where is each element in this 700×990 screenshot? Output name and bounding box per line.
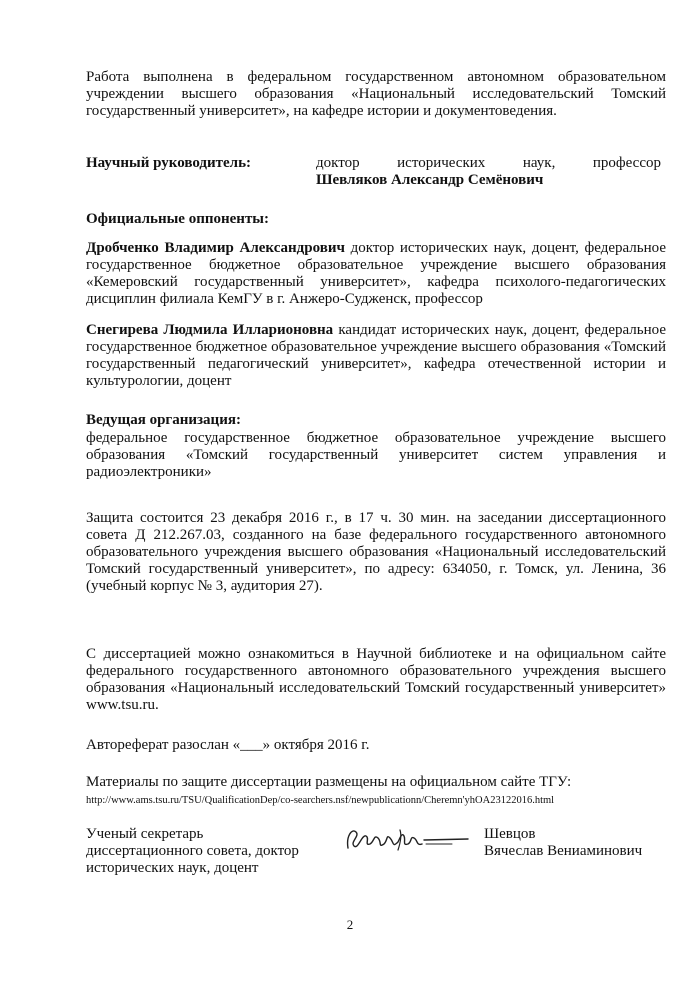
- secretary-title-line: Ученый секретарь: [86, 826, 204, 842]
- opponent-2-details: кандидат исторических наук, доцент, федеральное государственное бюджетное образовательное учреждение высшего образования «Томский государственный педагогический университет», кафедра отечественной истории и культурологии, доцент: [86, 322, 666, 389]
- defense-paragraph: Защита состоится 23 декабря 2016 г., в 17 ч. 30 мин. на заседании диссертационного совета Д 212.267.03, созданного на базе федерального государственного автономного образовательного учреждения высшего образования «Национальный исследовательский Томский государственный университет», по адресу: 634050, г. Томск, ул. Ленина, 36 (учебный корпус № 3, аудитория 27).: [86, 510, 666, 594]
- opponent-2-name: Снегирева Людмила Илларионовна: [86, 322, 334, 338]
- secretary-title: [86, 826, 326, 877]
- supervisor-label: Научный руководитель:: [86, 155, 251, 171]
- handwritten-signature: [340, 822, 470, 854]
- sent-date: Автореферат разослан «___» октября 2016 г.: [86, 737, 370, 753]
- opponents-heading: Официальные оппоненты:: [86, 211, 270, 227]
- secretary-name: [484, 826, 642, 860]
- supervisor-name: Шевляков Александр Семёнович: [316, 172, 544, 188]
- secretary-surname: Шевцов: [484, 826, 536, 842]
- page-number: 2: [346, 917, 354, 932]
- secretary-title-line: исторических наук, доцент: [86, 860, 259, 876]
- opponent-1: [86, 240, 666, 308]
- secretary-title-line: диссертационного совета, доктор: [86, 843, 299, 859]
- leading-org-heading: Ведущая организация:: [86, 412, 241, 428]
- opponent-2: [86, 322, 666, 390]
- library-paragraph: С диссертацией можно ознакомиться в Научной библиотеке и на официальном сайте федерального государственного автономного образовательного учреждения высшего образования «Национальный исследовательский Томский государственный университет» www.tsu.ru.: [86, 646, 666, 713]
- opponent-1-details: доктор исторических наук, доцент, федеральное государственное бюджетное образовательное учреждение высшего образования «Кемеровский государственный университет», кафедра психолого-педагогических дисциплин филиала КемГУ в г. Анжеро-Судженск, профессор: [86, 240, 666, 307]
- leading-org-text: федеральное государственное бюджетное образовательное учреждение высшего образования «Томский государственный университет систем управления и радиоэлектроники»: [86, 430, 666, 480]
- materials-line: Материалы по защите диссертации размещены на официальном сайте ТГУ:: [86, 774, 572, 790]
- supervisor-degree: доктор исторических наук, профессор: [316, 155, 661, 171]
- intro-paragraph: Работа выполнена в федеральном государственном автономном образовательном учреждении высшего образования «Национальный исследовательский Томский государственный университет», на кафедре истории и документоведения.: [86, 69, 666, 119]
- opponent-1-name: Дробченко Владимир Александрович: [86, 240, 345, 256]
- materials-url: http://www.ams.tsu.ru/TSU/QualificationDep/co-searchers.nsf/newpublicationn/Cheremn'yhOA23122016.html: [86, 795, 555, 806]
- secretary-given-names: Вячеслав Вениаминович: [484, 843, 643, 859]
- supervisor-block: [86, 155, 666, 189]
